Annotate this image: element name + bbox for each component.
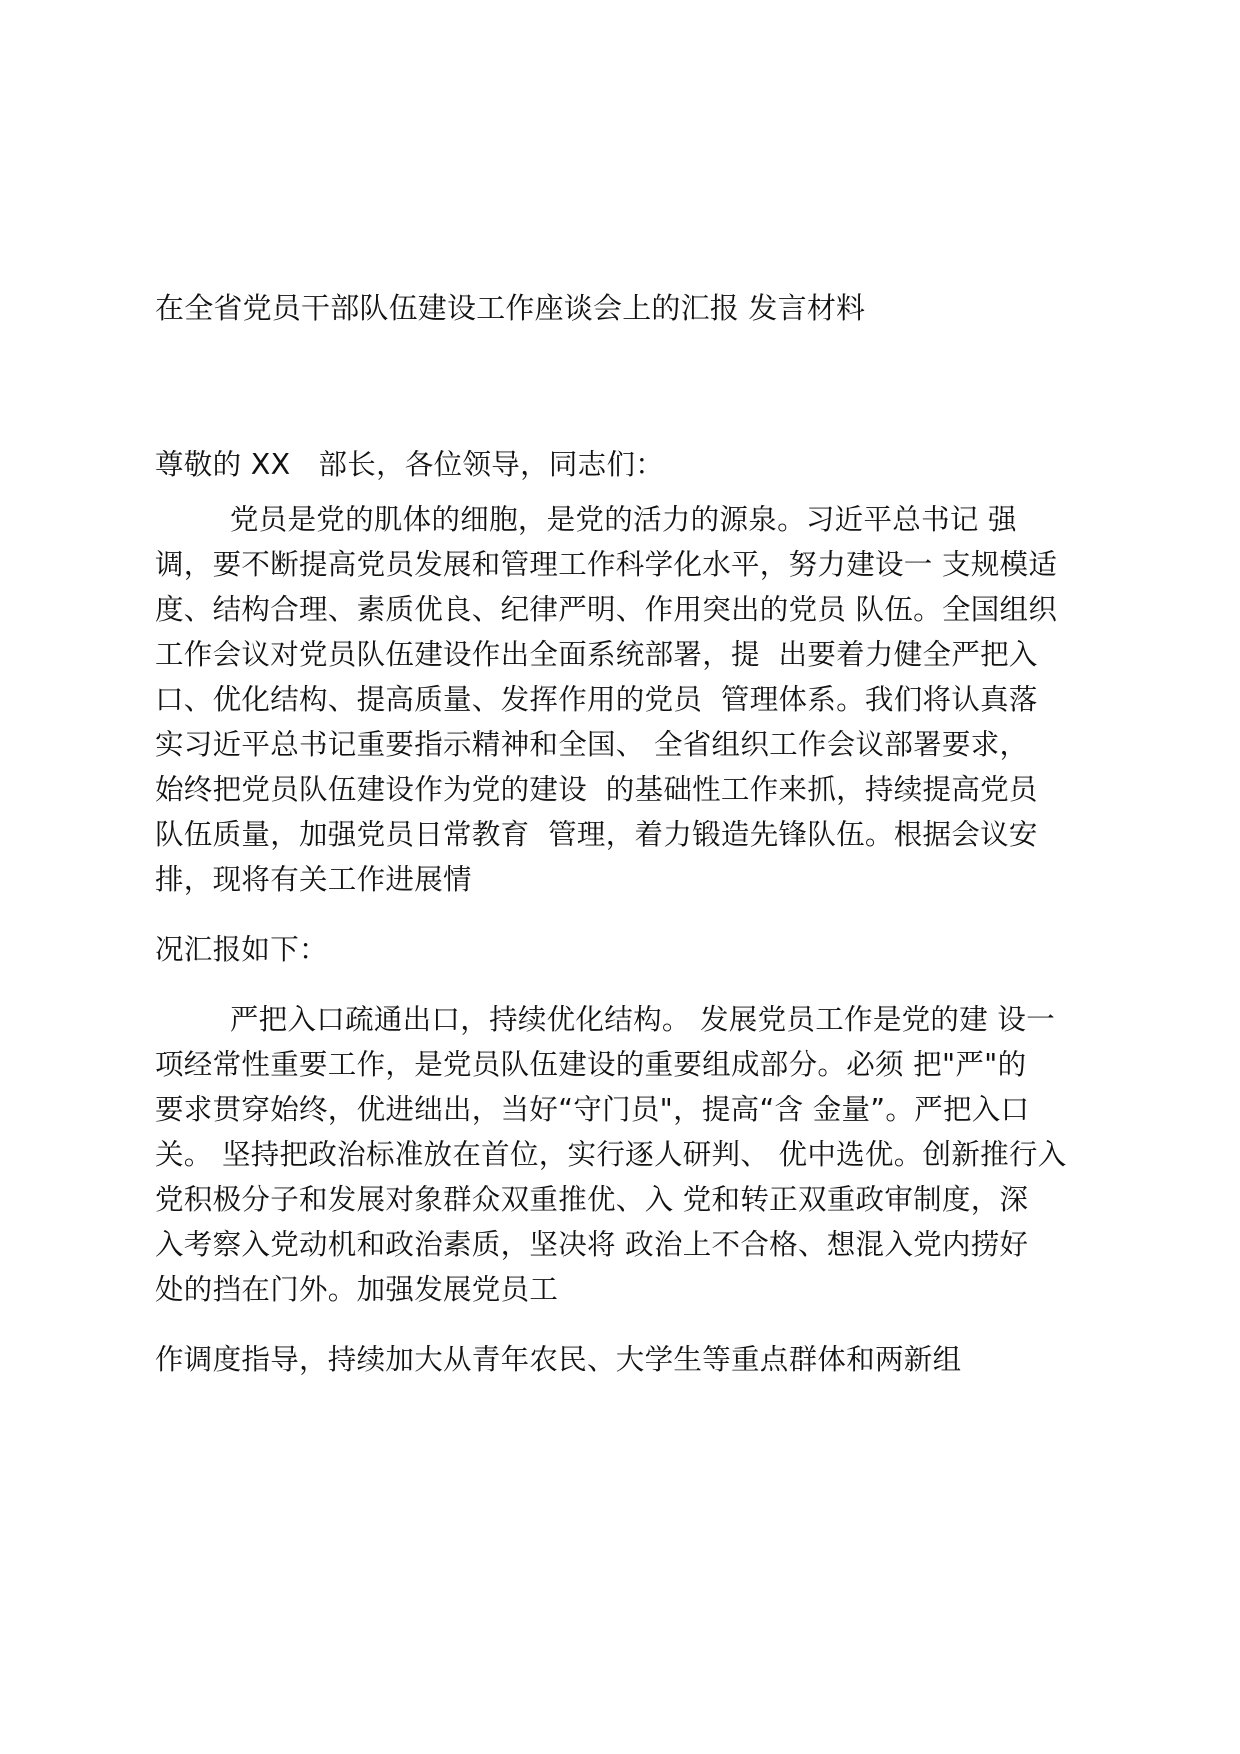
paragraph-line: 始终把党员队伍建设作为党的建设 的基础性工作来抓，持续提高党员 <box>155 773 1038 806</box>
paragraph-line: 排，现将有关工作进展情 <box>155 863 472 896</box>
document-title: 在全省党员干部队伍建设工作座谈会上的汇报 发言材料 <box>155 291 866 325</box>
paragraph-line: 处的挡在门外。加强发展党员工 <box>155 1273 559 1306</box>
paragraph-line: 实习近平总书记重要指示精神和全国、 全省组织工作会议部署要求， <box>155 728 1029 761</box>
paragraph-line: 党积极分子和发展对象群众双重推优、入 党和转正双重政审制度，深 <box>155 1183 1029 1216</box>
paragraph-line: 作调度指导，持续加大从青年农民、大学生等重点群体和两新组 <box>155 1343 962 1376</box>
paragraph-line: 口、优化结构、提高质量、发挥作用的党员 管理体系。我们将认真落 <box>155 683 1038 716</box>
paragraph-line: 严把入口疏通出口，持续优化结构。 发展党员工作是党的建 设一 <box>155 1003 1055 1036</box>
paragraph-line: 入考察入党动机和政治素质，坚决将 政治上不合格、想混入党内捞好 <box>155 1228 1029 1261</box>
paragraph-line: 关。 坚持把政治标准放在首位，实行逐人研判、 优中选优。创新推行入 <box>155 1138 1067 1171</box>
paragraph-line: 要求贯穿始终，优进绌出，当好“守门员"，提高“含 金量”。严把入口 <box>155 1093 1030 1126</box>
paragraph-line: 工作会议对党员队伍建设作出全面系统部署，提 出要着力健全严把入 <box>155 638 1038 671</box>
paragraph-line: 项经常性重要工作，是党员队伍建设的重要组成部分。必须 把"严"的 <box>155 1048 1027 1081</box>
salutation: 尊敬的 XX 部长，各位领导，同志们： <box>155 448 665 481</box>
paragraph-line: 调，要不断提高党员发展和管理工作科学化水平，努力建设一 支规模适 <box>155 548 1058 581</box>
paragraph-line: 党员是党的肌体的细胞，是党的活力的源泉。习近平总书记 强 <box>155 503 1017 536</box>
paragraph-line: 况汇报如下： <box>155 933 328 966</box>
paragraph-line: 度、结构合理、素质优良、纪律严明、作用突出的党员 队伍。全国组织 <box>155 593 1058 626</box>
paragraph-line: 队伍质量，加强党员日常教育 管理，着力锻造先锋队伍。根据会议安 <box>155 818 1038 851</box>
